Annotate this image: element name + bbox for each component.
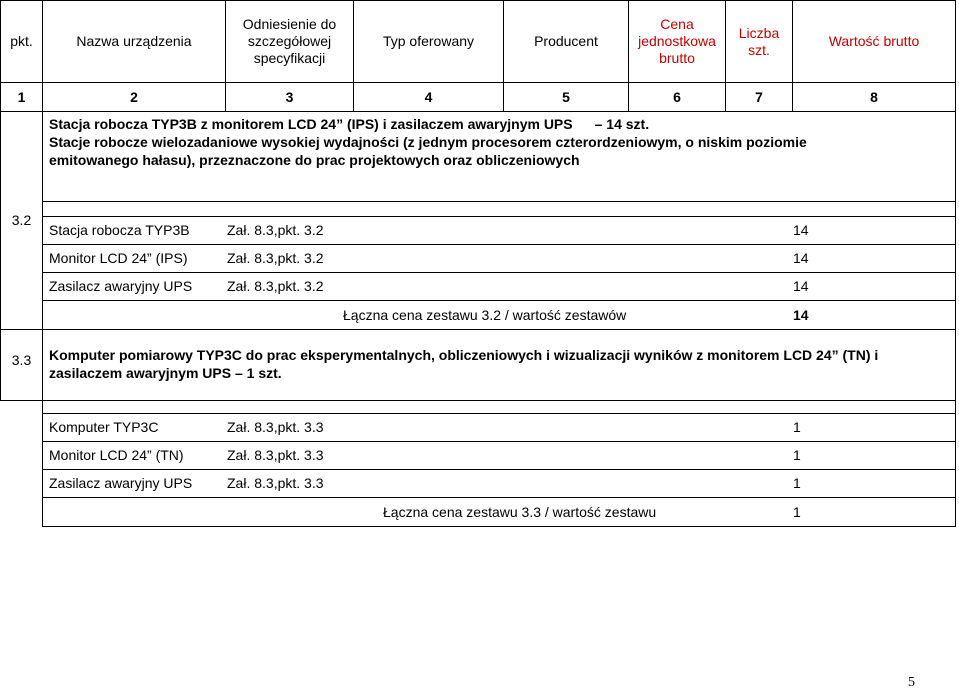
column-number: 4 [354,83,504,112]
item-quantity: 1 [793,447,801,463]
item-reference: Zał. 8.3,pkt. 3.3 [227,419,324,435]
section-title-qty: – 14 szt. [594,116,650,132]
list-item [43,414,955,442]
header-gross-value: Wartość brutto [793,1,956,83]
page-number: 5 [908,675,915,690]
item-name: Zasilacz awaryjny UPS [49,278,193,294]
list-item [43,245,955,273]
list-item [43,442,955,470]
item-quantity: 1 [793,419,801,435]
section-3-3 [1,330,956,401]
item-quantity: 14 [793,222,809,238]
total-row [43,498,955,526]
header-offered-type: Typ oferowany [354,1,504,83]
item-quantity: 14 [793,278,809,294]
column-number: 3 [226,83,354,112]
item-name: Zasilacz awaryjny UPS [49,475,193,491]
total-label: Łączna cena zestawu 3.3 / wartość zestawu [383,504,657,520]
header-unit-price: Cena jednostkowa brutto [629,1,726,83]
column-number: 7 [726,83,793,112]
section-title-main: Stacja robocza TYP3B z monitorem LCD 24” (IPS) i zasilaczem awaryjnym UPS [49,116,573,132]
item-reference: Zał. 8.3,pkt. 3.3 [227,475,324,491]
header-spec-reference: Odniesienie do szczegółowej specyfikacji [226,1,354,83]
section-description: Stacje robocze wielozadaniowe wysokiej wydajności (z jednym procesorem czterordzeniowym, o niskim poziomie emitowanego hałasu), przeznaczone do prac projektowych oraz obliczeniowych [49,134,807,168]
column-number: 6 [629,83,726,112]
item-name: Monitor LCD 24” (TN) [49,447,184,463]
header-row [1,1,956,83]
item-reference: Zał. 8.3,pkt. 3.2 [227,250,324,266]
list-item [43,273,955,301]
item-quantity: 14 [793,250,809,266]
item-reference: Zał. 8.3,pkt. 3.2 [227,278,324,294]
section-number: 3.3 [1,330,43,401]
section-3-3-items [1,401,956,527]
header-pkt: pkt. [1,1,43,83]
section-3-2-items [1,202,956,330]
section-title-main: Komputer pomiarowy TYP3C do prac eksperymentalnych, obliczeniowych i wizualizacji wyników z monitorem LCD 24” (TN) i zasilaczem awaryjnym UPS [49,347,879,381]
column-number: 1 [1,83,43,112]
list-item [43,217,955,245]
total-quantity: 14 [793,307,809,323]
item-name: Stacja robocza TYP3B [49,222,190,238]
list-item [43,470,955,498]
section-title-qty: – 1 szt. [235,365,282,381]
total-row [43,301,955,329]
header-device-name: Nazwa urządzenia [43,1,226,83]
total-label: Łączna cena zestawu 3.2 / wartość zestawów [343,307,627,323]
section-3-2 [1,112,956,202]
section-title [43,112,956,202]
section-number: 3.2 [1,112,43,330]
column-number: 2 [43,83,226,112]
item-name: Komputer TYP3C [49,419,159,435]
section-title [43,330,956,401]
header-producer: Producent [504,1,629,83]
item-quantity: 1 [793,475,801,491]
column-number: 5 [504,83,629,112]
column-number: 8 [793,83,956,112]
total-quantity: 1 [793,504,801,520]
item-reference: Zał. 8.3,pkt. 3.2 [227,222,324,238]
column-number-row [1,83,956,112]
item-name: Monitor LCD 24” (IPS) [49,250,188,266]
header-quantity: Liczba szt. [726,1,793,83]
item-reference: Zał. 8.3,pkt. 3.3 [227,447,324,463]
